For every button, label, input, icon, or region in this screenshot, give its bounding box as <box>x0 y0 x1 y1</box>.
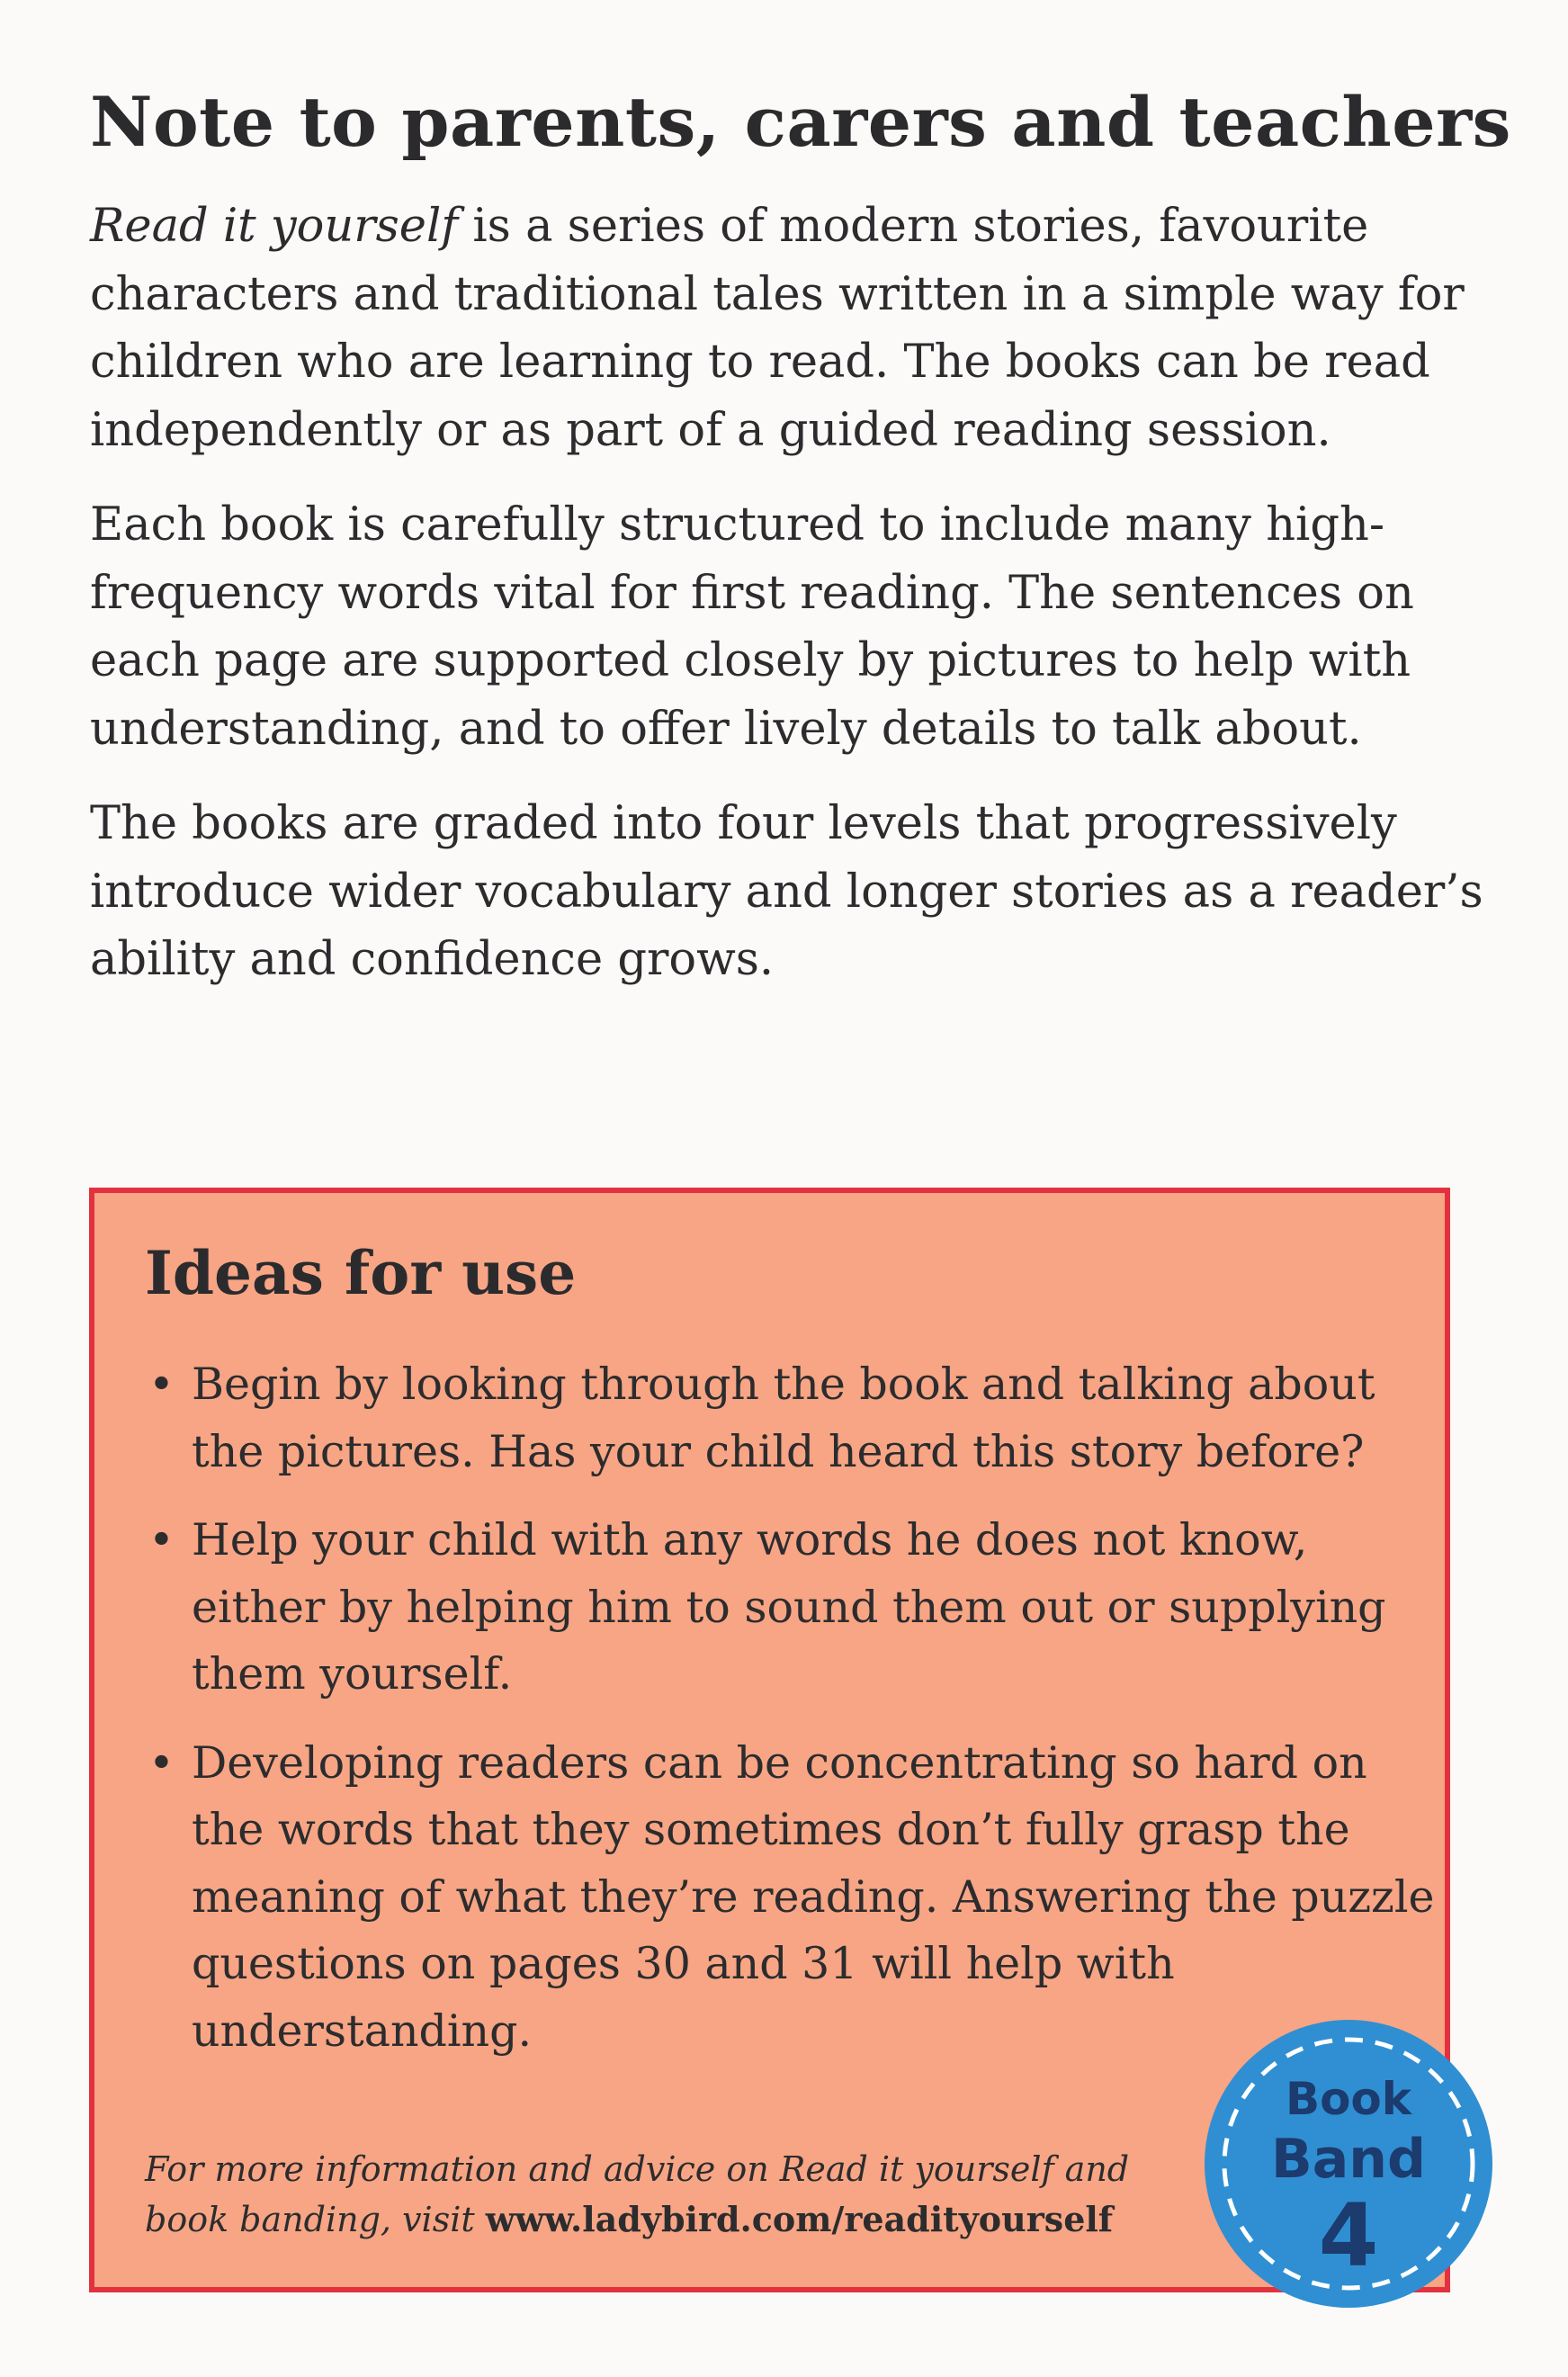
website-link[interactable]: www.ladybird.com/readityourself <box>485 2199 1114 2239</box>
book-band-badge-graphic <box>1200 2015 1497 2312</box>
intro-paragraph-1 <box>90 193 1493 464</box>
book-band-badge <box>1200 2015 1497 2312</box>
bullet-icon: • <box>148 1514 175 1565</box>
badge-number: 4 <box>1318 2185 1379 2286</box>
series-name: Read it yourself <box>90 200 459 253</box>
ideas-item-text: Begin by looking through the book and talking about the pictures. Has your child heard this story before? <box>192 1359 1375 1477</box>
ideas-list-item <box>148 1507 1444 1709</box>
ideas-item-text: Help your child with any words he does not know, either by helping him to sound them out or supplying them yourself. <box>192 1514 1386 1700</box>
ideas-list-item <box>148 1351 1444 1485</box>
intro-paragraph-1-text: is a series of modern stories, favourite characters and traditional tales written in a simple way for children who are learning to read. The books can be read independently or as part of a guided reading session. <box>90 200 1465 457</box>
ideas-item-text: Developing readers can be concentrating so hard on the words that they sometimes don’t fully grasp the meaning of what they’re reading. Answering the puzzle questions on pages 30 and 31 will help with understanding. <box>192 1736 1435 2057</box>
intro-section <box>90 193 1493 1021</box>
more-info-text: For more information and advice on Read it yourself and book banding, visit <box>145 2149 1130 2239</box>
bullet-icon: • <box>148 1359 175 1410</box>
page-title: Note to parents, carers and teachers <box>90 82 1511 162</box>
ideas-title: Ideas for use <box>145 1238 577 1308</box>
badge-line-1: Book <box>1285 2073 1412 2125</box>
more-info-note <box>145 2145 1188 2245</box>
bullet-icon: • <box>148 1736 175 1789</box>
ideas-list <box>148 1351 1444 2086</box>
badge-line-2: Band <box>1271 2128 1426 2191</box>
intro-paragraph-3: The books are graded into four levels that progressively introduce wider vocabulary and longer stories as a reader’s ability and confidence grows. <box>90 797 1483 986</box>
intro-paragraph-2: Each book is carefully structured to include many high-frequency words vital for first reading. The sentences on each page are supported closely by pictures to help with understanding, and to offer lively details to talk about. <box>90 498 1414 756</box>
